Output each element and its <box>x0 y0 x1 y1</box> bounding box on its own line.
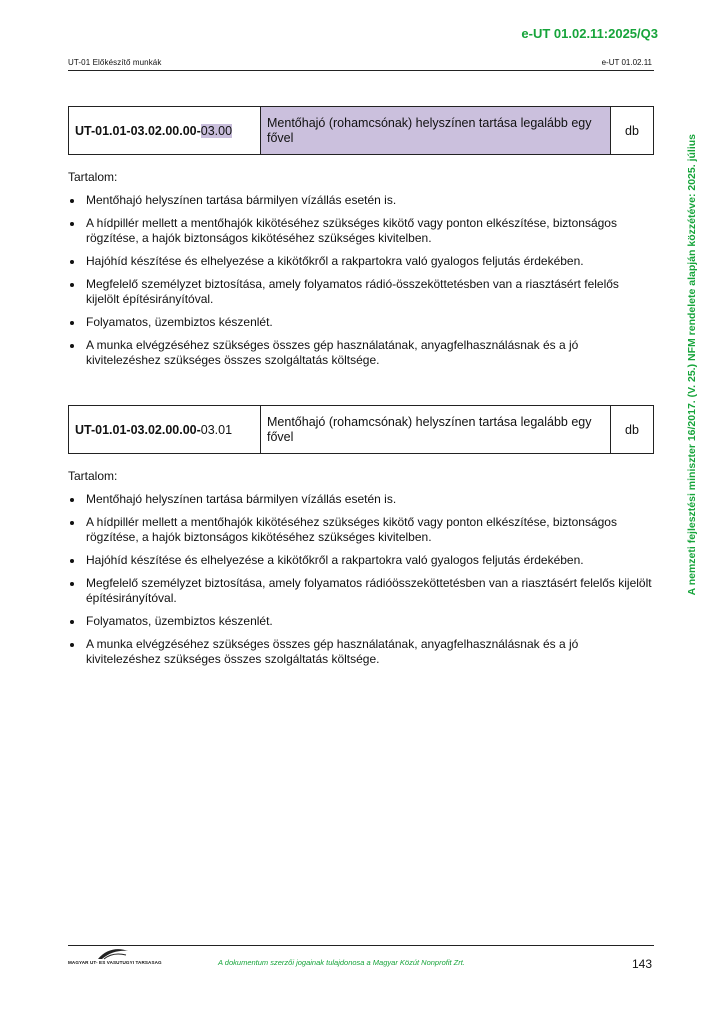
list-item: A hídpillér mellett a mentőhajók kikötéséhez szükséges kikötő vagy ponton elkészítése, biztonságos rögzítése, a hajók biztonságos kikötéséhez szükséges kivitelben. <box>68 515 654 545</box>
item-code-prefix: UT-01.01-03.02.00.00- <box>75 123 201 138</box>
publication-side-note <box>684 95 700 635</box>
content-label: Tartalom: <box>68 469 118 483</box>
footer-divider <box>68 945 654 946</box>
organization-logo <box>68 947 162 969</box>
content-list <box>68 492 654 667</box>
side-note-text: A nemzeti fejlesztési miniszter 16/2017. (V. 25.) NFM rendelete alapján közzétéve: 2025. július <box>686 134 698 596</box>
copyright-notice: A dokumentum szerzői jogainak tulajdonosa a Magyar Közút Nonprofit Zrt. <box>218 958 465 967</box>
item-row <box>69 107 654 155</box>
list-item: Megfelelő személyzet biztosítása, amely folyamatos rádió-összeköttetésben van a riasztásért felelős kijelölt építésirányítóval. <box>68 277 654 307</box>
list-item: A munka elvégzéséhez szükséges összes gép használatának, anyagfelhasználásnak és a jó kivitelezéshez szükséges összes szolgáltatás költsége. <box>68 338 654 368</box>
item-content-1 <box>68 170 654 376</box>
list-item: Megfelelő személyzet biztosítása, amely folyamatos rádióösszeköttetésben van a riasztásért felelős kijelölt építésirányítóval. <box>68 576 654 606</box>
item-code-prefix: UT-01.01-03.02.00.00- <box>75 422 201 437</box>
list-item: Hajóhíd készítése és elhelyezése a kikötőkről a rakpartokra való gyalogos feljutás érdekében. <box>68 254 654 269</box>
page-number: 143 <box>631 957 652 971</box>
content-list <box>68 193 654 368</box>
logo-swoosh-icon <box>96 947 130 961</box>
content-label: Tartalom: <box>68 170 118 184</box>
list-item: Folyamatos, üzembiztos készenlét. <box>68 315 654 330</box>
list-item: Hajóhíd készítése és elhelyezése a kikötőkről a rakpartokra való gyalogos feljutás érdekében. <box>68 553 654 568</box>
list-item: Folyamatos, üzembiztos készenlét. <box>68 614 654 629</box>
item-description: Mentőhajó (rohamcsónak) helyszínen tartása legalább egy fővel <box>261 406 611 454</box>
item-code-cell <box>69 107 261 155</box>
item-code-suffix: 03.01 <box>200 422 233 437</box>
item-table-2 <box>68 405 654 454</box>
document-code: e-UT 01.02.11:2025/Q3 <box>521 26 658 41</box>
logo-text: MAGYAR UT- ES VASUTUGYI TARSASAG <box>68 960 162 965</box>
list-item: A munka elvégzéséhez szükséges összes gép használatának, anyagfelhasználásnak és a jó kivitelezéshez szükséges összes szolgáltatás költsége. <box>68 637 654 667</box>
section-title: UT-01 Előkészítő munkák <box>68 58 162 67</box>
item-code-cell <box>69 406 261 454</box>
list-item: Mentőhajó helyszínen tartása bármilyen vízállás esetén is. <box>68 492 654 507</box>
item-description: Mentőhajó (rohamcsónak) helyszínen tartása legalább egy fővel <box>261 107 611 155</box>
item-code-suffix: 03.00 <box>200 123 233 138</box>
list-item: A hídpillér mellett a mentőhajók kikötéséhez szükséges kikötő vagy ponton elkészítése, biztonságos rögzítése, a hajók biztonságos kikötéséhez szükséges kivitelben. <box>68 216 654 246</box>
item-unit: db <box>611 406 654 454</box>
list-item: Mentőhajó helyszínen tartása bármilyen vízállás esetén is. <box>68 193 654 208</box>
item-unit: db <box>611 107 654 155</box>
document-reference: e-UT 01.02.11 <box>601 58 652 67</box>
header-divider <box>68 70 654 71</box>
item-row <box>69 406 654 454</box>
item-table-1 <box>68 106 654 155</box>
item-content-2 <box>68 469 654 675</box>
